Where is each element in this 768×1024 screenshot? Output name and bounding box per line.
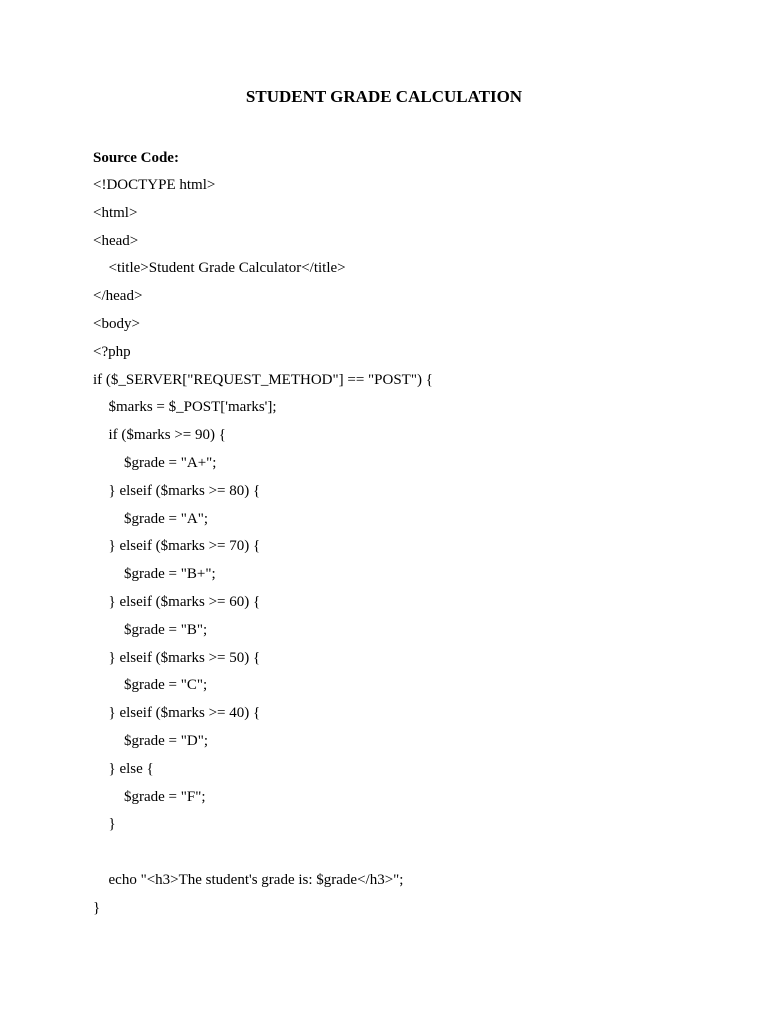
- code-line: $grade = "B";: [124, 621, 208, 638]
- code-line: <html>: [93, 204, 138, 221]
- code-line: <?php: [93, 343, 131, 360]
- section-label: Source Code:: [93, 150, 179, 166]
- code-line: } else {: [108, 760, 154, 777]
- code-line: <title>Student Grade Calculator</title>: [108, 260, 346, 277]
- code-line: }: [93, 899, 101, 916]
- code-line: <!DOCTYPE html>: [93, 177, 216, 193]
- code-line: $grade = "B+";: [124, 566, 216, 583]
- code-line: } elseif ($marks >= 70) {: [108, 538, 261, 555]
- code-line: $grade = "F";: [124, 788, 206, 805]
- document-title: STUDENT GRADE CALCULATION: [245, 87, 523, 106]
- code-line: if ($marks >= 90) {: [108, 427, 226, 444]
- code-line: } elseif ($marks >= 40) {: [108, 705, 261, 722]
- code-line: $grade = "A";: [124, 510, 209, 527]
- code-block: [93, 176, 433, 927]
- code-line: <body>: [93, 315, 140, 332]
- code-line: if ($_SERVER["REQUEST_METHOD"] == "POST") {: [93, 371, 433, 388]
- code-line: <head>: [93, 232, 139, 249]
- code-line: }: [108, 816, 116, 833]
- code-line: echo "<h3>The student's grade is: $grade</h3>";: [108, 871, 404, 888]
- code-line: </head>: [93, 288, 143, 305]
- code-line: } elseif ($marks >= 50) {: [108, 649, 261, 666]
- code-line-blank: [93, 843, 433, 871]
- code-line: $marks = $_POST['marks'];: [108, 399, 277, 416]
- code-line: } elseif ($marks >= 80) {: [108, 482, 261, 499]
- code-line: $grade = "A+";: [124, 454, 217, 471]
- code-line: $grade = "D";: [124, 732, 209, 749]
- code-line: } elseif ($marks >= 60) {: [108, 593, 261, 610]
- code-line: $grade = "C";: [124, 677, 208, 694]
